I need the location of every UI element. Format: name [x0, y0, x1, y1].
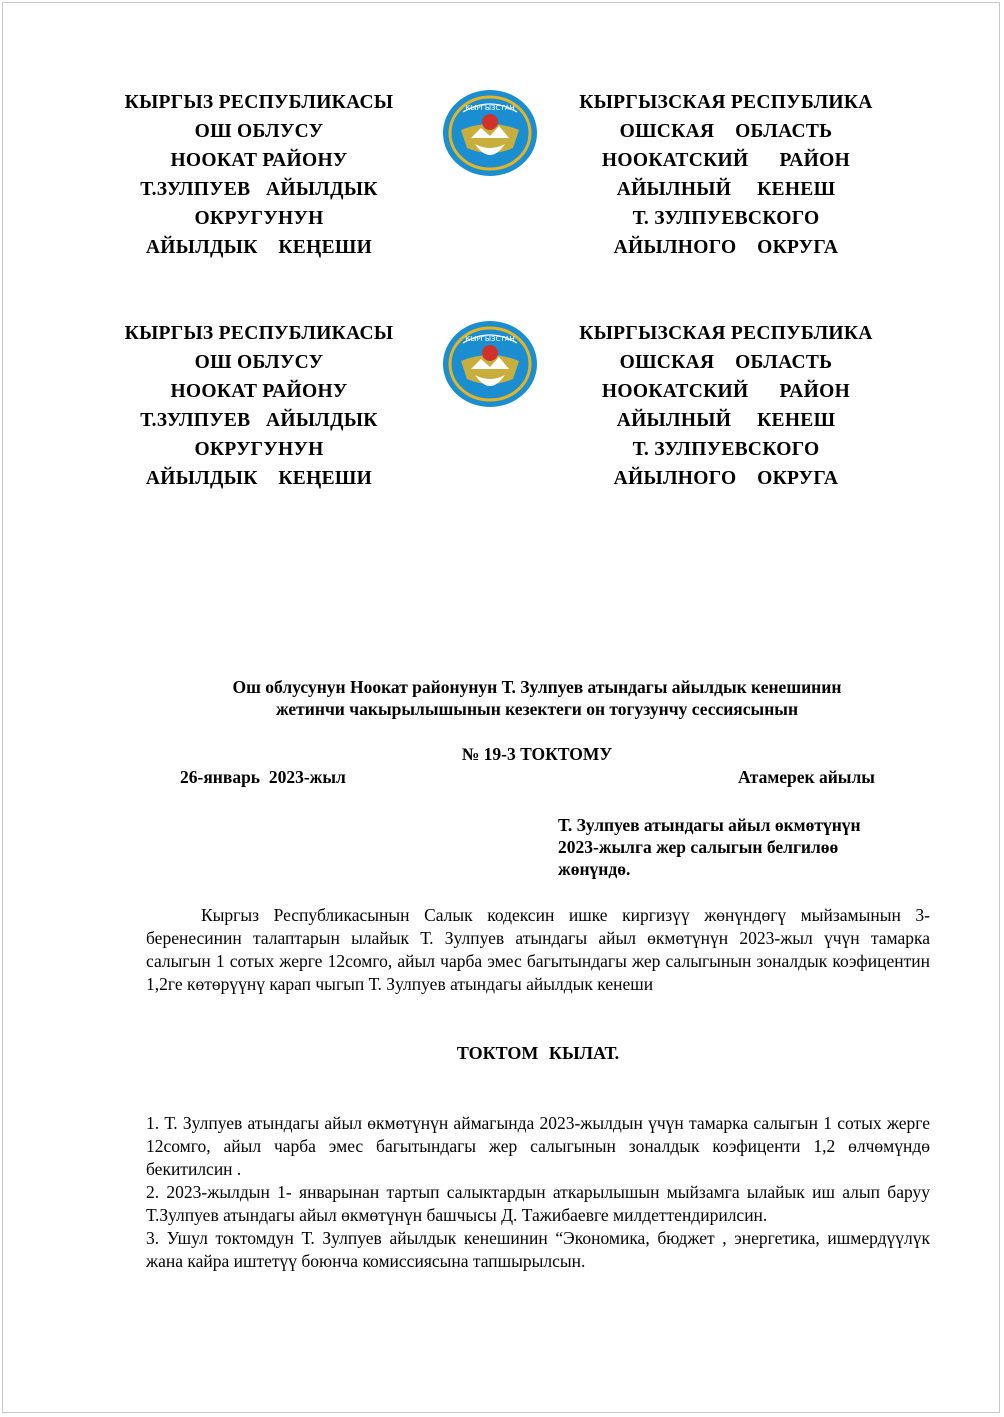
header-line: НООКАТ РАЙОНУ	[170, 381, 348, 402]
header-line: ОШ ОБЛУСУ	[194, 121, 324, 142]
letterhead-russian	[556, 319, 896, 493]
header-line: Т.ЗУЛПУЕВ АЙЫЛДЫК	[140, 410, 378, 431]
emblem-text: КЫРГЫЗСТАН	[465, 104, 515, 112]
emblem-text: КЫРГЫЗСТАН	[465, 335, 515, 343]
header-line: КЫРГЫЗСКАЯ РЕСПУБЛИКА	[579, 323, 873, 344]
header-line: АЙЫЛДЫК КЕҢЕШИ	[145, 237, 373, 258]
header-line: КЫРГЫЗСКАЯ РЕСПУБЛИКА	[579, 92, 873, 113]
letterhead-1	[0, 88, 1004, 263]
decree-item: 2. 2023-жылдын 1- январынан тартып салыктардын аткарылышын мыйзамга ылайык иш алып баруу Т.Зулпуев атындагы айыл өкмөтүнүн башчысы Д. Тажибаевге милдеттендирилсин.	[146, 1182, 930, 1225]
subject-line: 2023-жылга жер салыгын белгилөө	[558, 837, 839, 857]
letterhead-2	[0, 319, 1004, 494]
header-line: КЫРГЫЗ РЕСПУБЛИКАСЫ	[124, 92, 394, 113]
decree-heading: ТОКТОМ КЫЛАТ.	[456, 1043, 620, 1063]
header-line: НООКАТ РАЙОНУ	[170, 150, 348, 171]
state-emblem	[441, 319, 539, 409]
header-line: АЙЫЛНОГО ОКРУГА	[613, 237, 839, 258]
subject-line: Т. Зулпуев атындагы айыл өкмөтүнүн	[558, 815, 861, 835]
header-line: ОШСКАЯ ОБЛАСТЬ	[619, 352, 833, 373]
document-date: 26-январь 2023-жыл	[180, 767, 346, 787]
letterhead-russian	[556, 88, 896, 262]
decree-items	[146, 1112, 930, 1273]
header-line: Т. ЗУЛПУЕВСКОГО	[632, 439, 820, 460]
header-line: ОКРУГУНУН	[194, 208, 324, 229]
decree-item: 1. Т. Зулпуев атындагы айыл өкмөтүнүн аймагында 2023-жылдын үчүн тамарка салыгын 1 сотых жерге 12сомго, айыл чарба эмес багытындагы жер салыгынын зоналдык коэфиценти 1,2 өлчөмүндө бекитилсин .	[146, 1113, 930, 1179]
title-line: жетинчи чакырылышынын кезектеги он тогузунчу сессиясынын	[275, 699, 799, 719]
header-line: АЙЫЛНЫЙ КЕНЕШ	[616, 179, 836, 200]
header-line: НООКАТСКИЙ РАЙОН	[601, 150, 851, 171]
header-line: КЫРГЫЗ РЕСПУБЛИКАСЫ	[124, 323, 394, 344]
decree-item: 3. Ушул токтомдун Т. Зулпуев айылдык кенешинин “Экономика, бюджет , энергетика, ишмердүүлүк жана кайра иштетүү боюнча комиссиясына тапшырылсын.	[146, 1228, 930, 1271]
state-emblem	[441, 88, 539, 178]
letterhead-kyrgyz	[100, 319, 418, 493]
header-line: Т. ЗУЛПУЕВСКОГО	[632, 208, 820, 229]
letterhead-kyrgyz	[100, 88, 418, 262]
subject-line: жөнүндө.	[558, 859, 631, 879]
header-line: АЙЫЛНЫЙ КЕНЕШ	[616, 410, 836, 431]
document-place: Атамерек айылы	[738, 767, 875, 787]
document-title	[150, 676, 924, 720]
header-line: ОКРУГУНУН	[194, 439, 324, 460]
document-subject	[558, 814, 938, 880]
header-line: НООКАТСКИЙ РАЙОН	[601, 381, 851, 402]
header-line: АЙЫЛДЫК КЕҢЕШИ	[145, 468, 373, 489]
header-line: Т.ЗУЛПУЕВ АЙЫЛДЫК	[140, 179, 378, 200]
preamble-paragraph: Кыргыз Республикасынын Салык кодексин ишке киргизүү жөнүндөгү мыйзамынын 3-беренесинин талаптарын ылайык Т. Зулпуев атындагы айыл өкмөтүнүн 2023-жыл үчүн тамарка салыгын 1 сотых жерге 12сомго, айыл чарба эмес багытындагы жер салыгынын зоналдык коэфицентин 1,2ге көтөрүүнү карап чыгып Т. Зулпуев атындагы айылдык кенеши	[146, 905, 930, 994]
header-line: АЙЫЛНОГО ОКРУГА	[613, 468, 839, 489]
header-line: ОШСКАЯ ОБЛАСТЬ	[619, 121, 833, 142]
title-line: Ош облусунун Ноокат районунун Т. Зулпуев атындагы айылдык кенешинин	[232, 677, 842, 697]
document-number: № 19-3 ТОКТОМУ	[461, 744, 613, 764]
header-line: ОШ ОБЛУСУ	[194, 352, 324, 373]
